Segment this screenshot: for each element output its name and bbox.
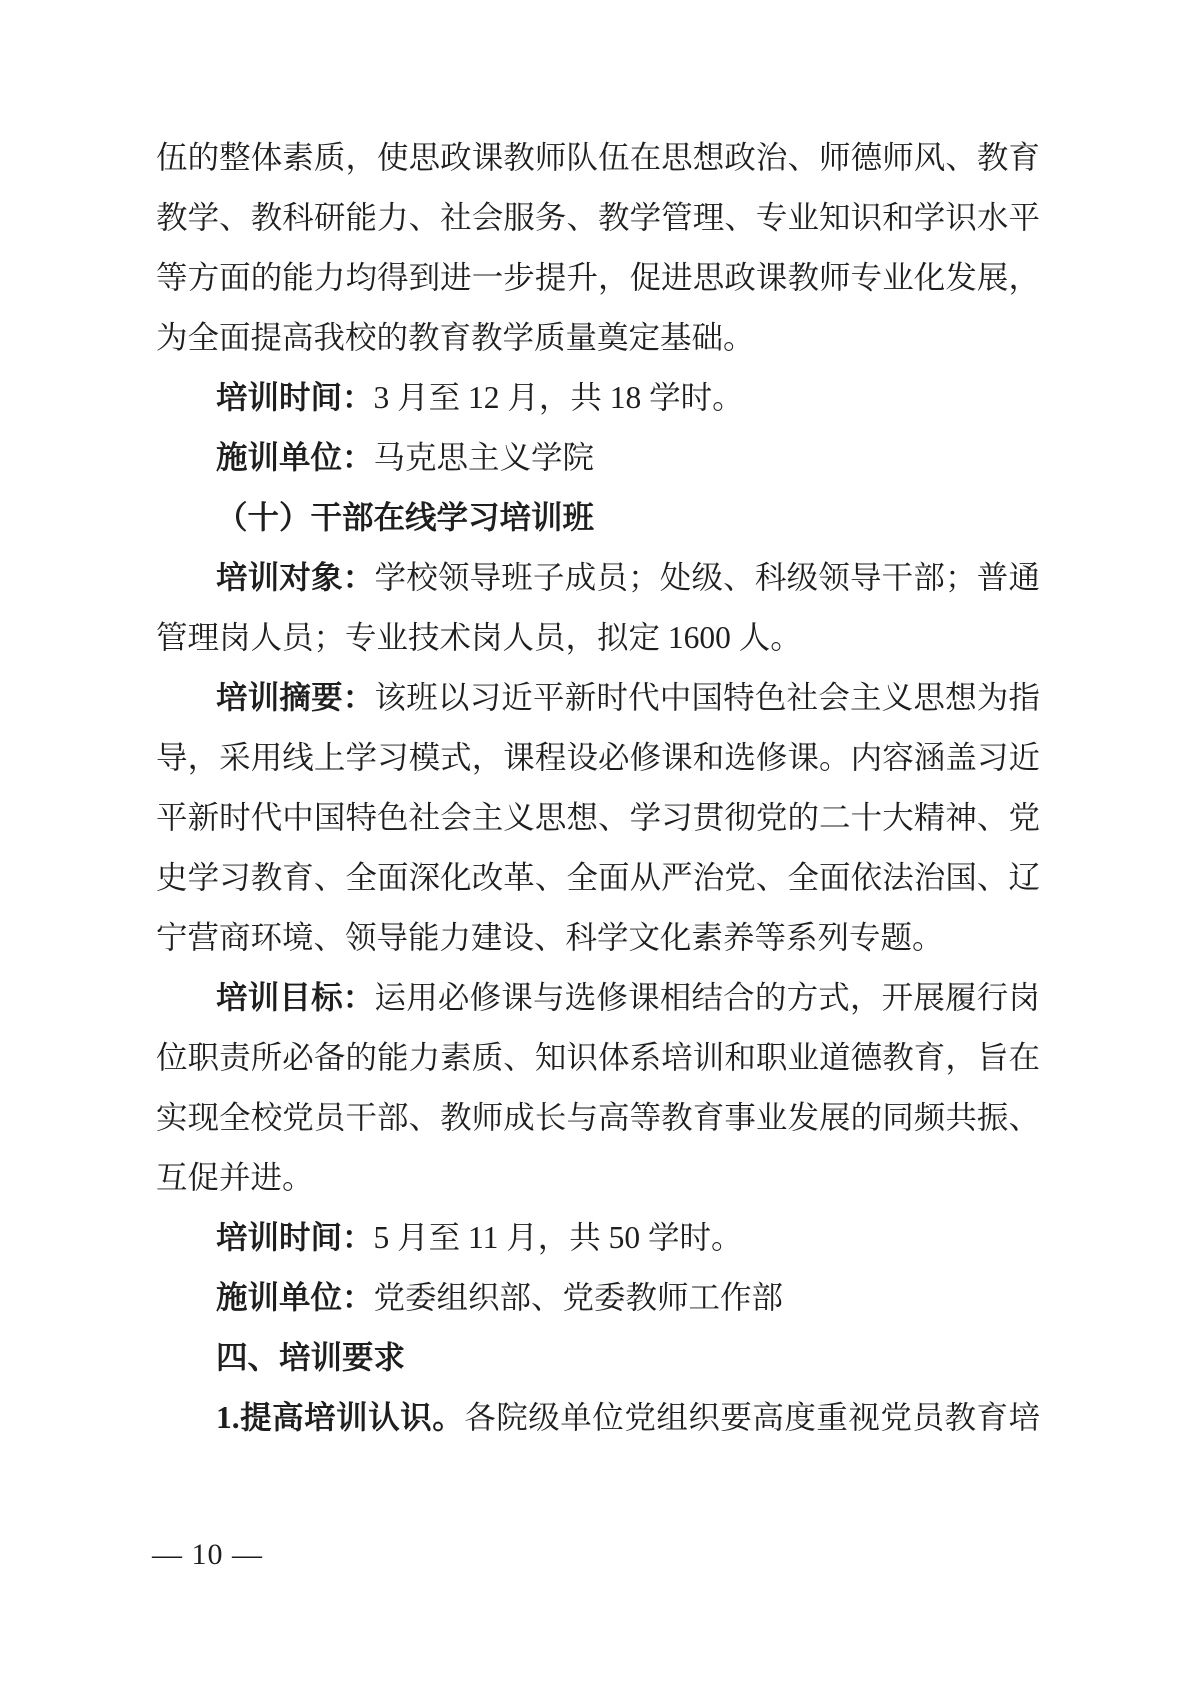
doc-line-label: 培训目标： xyxy=(216,980,375,1015)
doc-line-text: 实现全校党员干部、教师成长与高等教育事业发展的同频共振、 xyxy=(156,1100,1040,1135)
doc-line-text: 5 月至 11 月，共 50 学时。 xyxy=(373,1220,743,1255)
doc-line-text: 为全面提高我校的教育教学质量奠定基础。 xyxy=(156,320,755,355)
doc-line-text: 教学、教科研能力、社会服务、教学管理、专业知识和学识水平 xyxy=(156,200,1040,235)
doc-line xyxy=(156,608,1040,668)
doc-line xyxy=(156,908,1040,968)
doc-line-label: 培训对象： xyxy=(216,560,375,595)
doc-line xyxy=(156,788,1040,848)
doc-line xyxy=(156,1328,1040,1388)
doc-line xyxy=(156,668,1040,728)
doc-line xyxy=(156,1388,1040,1448)
doc-line-text: 该班以习近平新时代中国特色社会主义思想为指 xyxy=(374,680,1040,715)
doc-line-text: 党委组织部、党委教师工作部 xyxy=(373,1280,784,1315)
doc-line xyxy=(156,1208,1040,1268)
doc-line-text: 宁营商环境、领导能力建设、科学文化素养等系列专题。 xyxy=(156,920,944,955)
doc-line xyxy=(156,128,1040,188)
doc-line-text: 史学习教育、全面深化改革、全面从严治党、全面依法治国、辽 xyxy=(156,860,1040,895)
doc-line-text: 管理岗人员；专业技术岗人员，拟定 1600 人。 xyxy=(156,620,802,655)
doc-line-label: 施训单位： xyxy=(216,440,374,475)
doc-line xyxy=(156,848,1040,908)
doc-line-text: 等方面的能力均得到进一步提升，促进思政课教师专业化发展， xyxy=(156,260,1040,295)
doc-line xyxy=(156,248,1040,308)
page-number: — 10 — xyxy=(152,1538,263,1571)
doc-line xyxy=(156,428,1040,488)
doc-line-label: 培训摘要： xyxy=(216,680,375,715)
doc-line-text: 伍的整体素质，使思政课教师队伍在思想政治、师德师风、教育 xyxy=(156,140,1040,175)
doc-line-label: 培训时间： xyxy=(216,380,374,415)
doc-line xyxy=(156,368,1040,428)
doc-line-text: 导，采用线上学习模式，课程设必修课和选修课。内容涵盖习近 xyxy=(156,740,1040,775)
doc-line-label: 施训单位： xyxy=(216,1280,374,1315)
doc-line-label: （十）干部在线学习培训班 xyxy=(216,500,595,535)
doc-line xyxy=(156,488,1040,548)
doc-line xyxy=(156,1268,1040,1328)
doc-line-label: 培训时间： xyxy=(216,1220,374,1255)
doc-line xyxy=(156,1088,1040,1148)
doc-line-text: 运用必修课与选修课相结合的方式，开展履行岗 xyxy=(374,980,1040,1015)
doc-line xyxy=(156,188,1040,248)
doc-line xyxy=(156,1148,1040,1208)
doc-line-label: 1.提高培训认识。 xyxy=(216,1400,465,1435)
doc-line xyxy=(156,968,1040,1028)
document-body xyxy=(156,128,1040,1448)
doc-line-text: 互促并进。 xyxy=(156,1160,314,1195)
doc-line-text: 位职责所必备的能力素质、知识体系培训和职业道德教育，旨在 xyxy=(156,1040,1040,1075)
doc-line-text: 马克思主义学院 xyxy=(373,440,595,475)
doc-line xyxy=(156,728,1040,788)
doc-line-text: 3 月至 12 月，共 18 学时。 xyxy=(373,380,744,415)
doc-line xyxy=(156,548,1040,608)
doc-line-text: 各院级单位党组织要高度重视党员教育培 xyxy=(464,1400,1040,1435)
doc-line-text: 平新时代中国特色社会主义思想、学习贯彻党的二十大精神、党 xyxy=(156,800,1040,835)
doc-line xyxy=(156,1028,1040,1088)
doc-line xyxy=(156,308,1040,368)
doc-line-text: 学校领导班子成员；处级、科级领导干部；普通 xyxy=(374,560,1040,595)
doc-line-label: 四、培训要求 xyxy=(216,1340,406,1375)
